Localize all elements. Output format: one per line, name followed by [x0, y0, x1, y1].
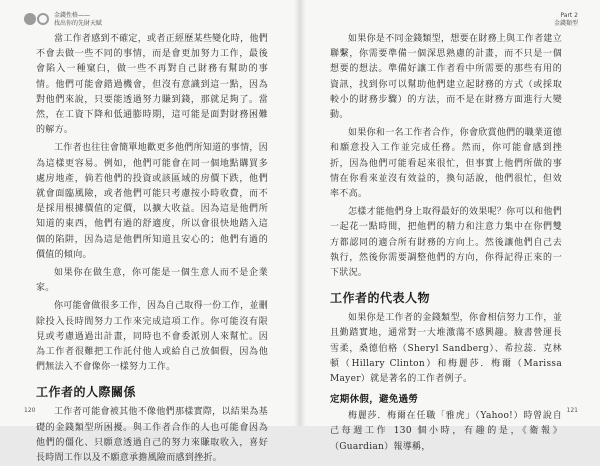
running-head-line2: 找出你的先財天賦 [54, 20, 103, 27]
paragraph: 如果你在做生意，你可能是一個生意人而不是企業家。 [36, 268, 268, 294]
paragraph: 如果你和一名工作者合作，你會欣賞他們的職業道德和願意投入工作並完成任務。然而，你可能會感到挫折，因為他們可能看起來很忙，但事實上他們所做的事情在你看來並沒有效益的，換句話說，他們很忙，但效率不高。 [330, 128, 562, 200]
page-number: 121 [566, 407, 578, 414]
paragraph: 工作者可能會被其他不像他們那樣實際，以結果為基礎的金錢類型所困擾。與工作者合作的人也可能會因為他們的僵化、只願意透過自己的努力來賺取收入，喜好長時間工作以及不願意承擔風險而感到挫折。 [36, 407, 268, 464]
logo-ring-icon [37, 13, 49, 25]
right-page [300, 0, 600, 452]
subheading: 定期休假，避免過勞 [330, 394, 419, 406]
book-gutter [294, 0, 306, 426]
paragraph: 你可能會做很多工作，因為自己取得一份工作，並刪除投入長時間努力工作來完成這項工作。你可能沒有限見或考慮過過出計畫，同時也不會委派別人來幫忙。因為工作者很難把工作託付他人或給自己放個假，因為他們無法入不會像你一樣努力工作。 [36, 301, 268, 373]
running-head-right [554, 12, 578, 28]
running-head-left [24, 12, 102, 28]
right-body-text [330, 32, 562, 455]
running-head-line1: 金錢性格—— [54, 12, 91, 19]
paragraph: 梅麗莎．梅爾在任職「雅虎」（Yahoo!）時曾說自己每週工作 130 個小時，有趣的是，《衛報》（Guardian）報導稱， [330, 411, 562, 452]
logo-dot-icon [24, 13, 36, 25]
page-number: 120 [24, 407, 36, 414]
section-heading: 工作者的代表人物 [330, 291, 431, 306]
running-head-chapter: 金錢類型 [553, 20, 578, 27]
paragraph: 當工作者感到不確定，或者正經歷某些變化時，他們不會去做一些不同的事情，而是會更加努力工作，最後會陷入一種窠臼，做一些不再對自己財務有幫助的事情。他們可能會錯過機會，但沒有意識到這一點，因為對他們來說，只要能透過努力賺到錢，那就足夠了。當然，在工資下降和低通膨時期，這可能是面對財務困難的解方。 [36, 34, 268, 136]
book-logo-icon [24, 13, 49, 25]
paragraph: 如果你是工作者的金錢類型，你會相信努力工作，並且勤踏實地，通常對一大堆激蕩不感興趣。臉書營運長雪柔，桑德伯格（Sheryl Sandberg）、希拉蕊．克林頓（Hillary Clinton）和梅麗莎．梅爾（Marissa Mayer）就是著名的工作者例子。 [330, 313, 562, 385]
running-head-part: Part 2 [560, 12, 578, 19]
left-page [0, 0, 300, 464]
running-head-text [54, 12, 102, 28]
section-heading: 工作者的人際關係 [36, 385, 137, 400]
left-body-text [36, 32, 268, 466]
paragraph: 怎樣才能他們身上取得最好的效果呢？你可以和他們一起花一點時間，把他們的精力和注意力集中在你們雙方都認同的適合所有財務的方向上。然後讓他們自己去執行，然後你需要調整他們的方向，你得記得正來的一下狀況。 [330, 207, 562, 279]
paragraph: 如果你是不同金錢類型，想要在財務上與工作者建立聯繫，你需要準備一個深思熟慮的計畫，而不只是一個想要的想法。準備好讓工作者看中所需要的那些有用的資訊，找到你可以幫助他們建立起財務的方式（或採取較小的財務步驟）的方法，而不是在財務方面進行大變動。 [330, 34, 562, 121]
paragraph: 工作者也往往會簡單地歡更多他們所知道的事情，因為這樣更容易。例如，他們可能會在同一個地點購買多處房地產，倘若他們的投資或該區域的房價下跌，他們就會面臨風險，或者他們可能只考慮按小時收費，而不是採用根據價值的定價，以擴大收益。因為這是他們所知道的東西，他們有過的舒適度，所以會很快地踏入這個的陷阱，因為這是他們所知道且安心的；他們有過的價值的傾向。 [36, 143, 268, 260]
